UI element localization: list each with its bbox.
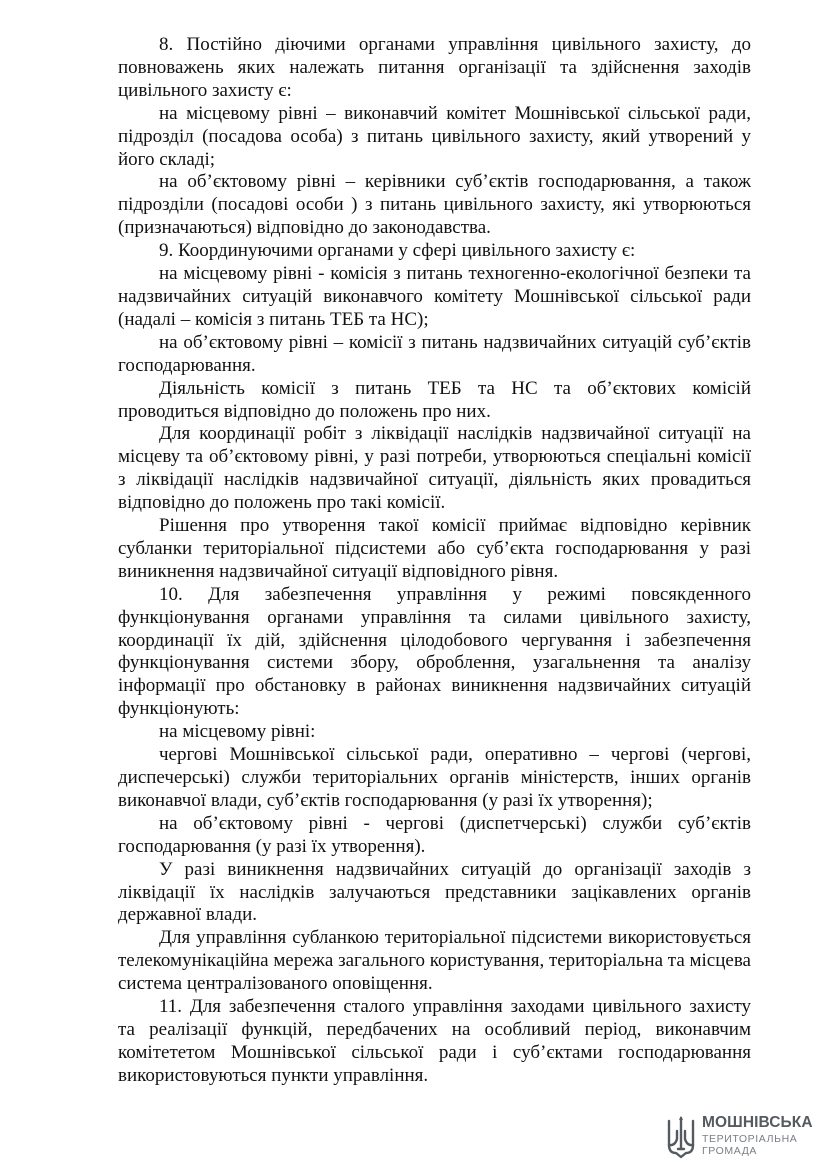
paragraph-object-level: на об’єктовому рівні – керівники суб’єктів господарювання, а також підрозділи (посадові особи ) з питань цивільного захисту, які утворюються (призначаються) відповідно до законодавства. bbox=[118, 171, 751, 239]
paragraph-9-title: 9. Координуючими органами у сфері цивільного захисту є: bbox=[159, 240, 636, 262]
paragraph-object-duty: на об’єктовому рівні - чергові (диспетчерські) служби суб’єктів господарювання (у разі їх утворення). bbox=[118, 812, 751, 857]
trident-icon bbox=[666, 1115, 696, 1161]
logo-title: МОШНІВСЬКА bbox=[702, 1114, 813, 1131]
paragraph-duty-services: чергові Мошнівської сільської ради, оперативно – чергові (чергові, диспечерські) служби територіальних органів міністерств, інших органів виконавчої влади, суб’єктів господарювання (у разі їх утворення); bbox=[118, 744, 751, 811]
paragraph-object-commission: на об’єктовому рівні – комісії з питань надзвичайних ситуацій суб’єктів господарювання. bbox=[118, 331, 751, 376]
paragraph-commission-activity: Діяльність комісії з питань ТЕБ та НС та об’єктових комісій проводиться відповідно до положень про них. bbox=[118, 377, 751, 422]
logo-subtitle-1: ТЕРИТОРІАЛЬНА bbox=[702, 1133, 798, 1145]
paragraph-local-level: на місцевому рівні – виконавчий комітет Мошнівської сільської ради, підрозділ (посадова особа) з питань цивільного захисту, який утворений у його складі; bbox=[118, 102, 751, 170]
logo-subtitle-2: ГРОМАДА bbox=[702, 1145, 758, 1157]
paragraph-coordination: Для координації робіт з ліквідації наслідків надзвичайної ситуації на місцеву та об’єктовому рівні, у разі потреби, утворюються спеціальні комісії з ліквідації наслідків надзвичайної ситуації, діяльність яких провадиться відповідно до положень про такі комісії. bbox=[118, 423, 751, 514]
paragraph-local-level-2: на місцевому рівні: bbox=[159, 721, 316, 743]
document-page bbox=[118, 34, 751, 1088]
community-logo bbox=[666, 1112, 816, 1164]
paragraph-10-title: 10. Для забезпечення управління у режимі повсякденного функціонування органами управління та силами цивільного захисту, координації їх дій, здійснення цілодобового чергування і забезпечення функціонування системи збору, оброблення, узагальнення та аналізу інформації про обстановку в районах виникнення надзвичайних ситуацій функціонують: bbox=[118, 583, 751, 720]
paragraph-8-title: 8. Постійно діючими органами управління цивільного захисту, до повноважень яких належать питання організації та здійснення заходів цивільного захисту є: bbox=[118, 34, 751, 101]
paragraph-local-commission: на місцевому рівні - комісія з питань техногенно-екологічної безпеки та надзвичайних ситуацій виконавчого комітету Мошнівської сільської ради (надалі – комісія з питань ТЕБ та НС); bbox=[118, 263, 751, 330]
paragraph-decision: Рішення про утворення такої комісії приймає відповідно керівник субланки територіальної підсистеми або суб’єкта господарювання у разі виникнення надзвичайної ситуації відповідного рівня. bbox=[118, 515, 751, 582]
paragraph-11-title: 11. Для забезпечення сталого управління заходами цивільного захисту та реалізації функцій, передбачених на особливий період, виконавчим комітететом Мошнівської сільської ради і суб’єктами господарювання використовуються пункти управління. bbox=[118, 996, 751, 1086]
paragraph-telecom: Для управління субланкою територіальної підсистеми використовується телекомунікаційна мережа загального користування, територіальна та місцева система централізованого оповіщення. bbox=[118, 927, 751, 995]
paragraph-emergency-representatives: У разі виникнення надзвичайних ситуацій до організації заходів з ліквідації їх наслідків залучаються представники зацікавлених органів державної влади. bbox=[118, 858, 751, 926]
